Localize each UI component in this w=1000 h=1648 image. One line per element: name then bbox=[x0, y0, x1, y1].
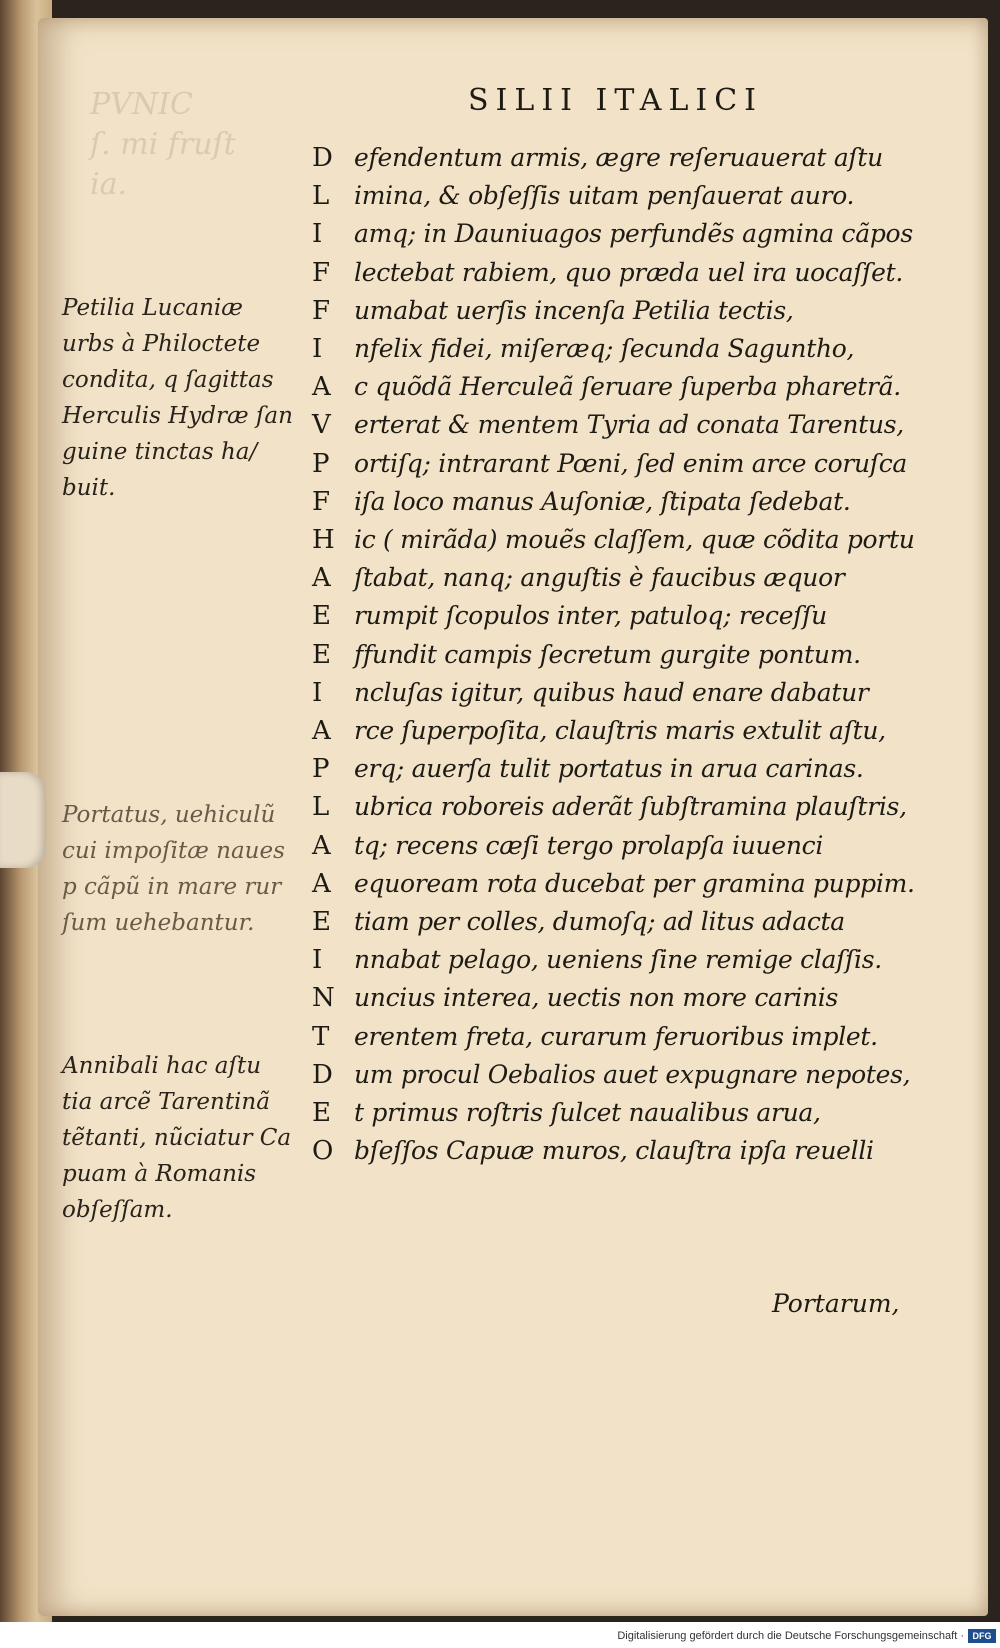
verse-initial: A bbox=[312, 372, 331, 403]
verse-text: erentem freta, curarum feruoribus implet. bbox=[354, 1021, 878, 1051]
verse-text: rumpit ſcopulos inter, patuloq; receſſu bbox=[354, 601, 827, 631]
verse-line bbox=[312, 487, 952, 525]
verse-text: nnabat pelago, ueniens ſine remige claſſis. bbox=[354, 945, 882, 975]
verse-initial: L bbox=[312, 181, 330, 212]
verse-line bbox=[312, 983, 952, 1021]
verse-initial: E bbox=[312, 907, 331, 937]
verse-initial: N bbox=[312, 983, 335, 1014]
verse-line bbox=[312, 601, 952, 639]
marginal-note-portatus: Portatus, uehiculũ cui impoſitæ naues p cãpũ in mare rur ſum uehebantur. bbox=[62, 802, 285, 936]
verse-line bbox=[312, 945, 952, 983]
verse-line bbox=[312, 1098, 952, 1136]
verse-initial: E bbox=[312, 1098, 331, 1128]
verse-line bbox=[312, 678, 952, 716]
verse-line bbox=[312, 449, 952, 487]
verse-line bbox=[312, 1060, 952, 1098]
verse-line bbox=[312, 410, 952, 448]
verse-text: t primus roſtris ſulcet naualibus arua, bbox=[354, 1098, 821, 1127]
verse-initial: H bbox=[312, 525, 335, 555]
verse-initial: A bbox=[312, 716, 331, 746]
verse-initial: F bbox=[312, 295, 331, 326]
verse-text: lectebat rabiem, quo præda uel ira uocaſſet. bbox=[354, 257, 903, 287]
page-tab bbox=[0, 772, 46, 868]
verse-line bbox=[312, 907, 952, 945]
verse-text: iſa loco manus Auſoniæ, ſtipata ſedebat. bbox=[354, 486, 851, 516]
verse-initial: F bbox=[312, 486, 331, 517]
verse-line bbox=[312, 869, 952, 907]
verse-line bbox=[312, 334, 952, 372]
verse-initial: T bbox=[312, 1021, 330, 1052]
verse-line bbox=[312, 525, 952, 563]
verse-text: tiam per colles, dumoſq; ad litus adacta bbox=[354, 907, 845, 936]
verse-text: ncluſas igitur, quibus haud enare dabatur bbox=[354, 677, 869, 707]
verse-initial: I bbox=[312, 677, 323, 708]
verse-line bbox=[312, 143, 952, 181]
verse-text: tq; recens cæſi tergo prolapſa iuuenci bbox=[354, 830, 824, 860]
verse-text: amq; in Dauniuagos perfundẽs agmina cãpos bbox=[354, 219, 913, 249]
verse-initial: V bbox=[312, 410, 331, 441]
verse-line bbox=[312, 219, 952, 257]
dfg-logo: DFG bbox=[968, 1629, 996, 1643]
verse-line bbox=[312, 1022, 952, 1060]
verse-initial: A bbox=[312, 830, 331, 861]
verse-text: efendentum armis, ægre reſeruauerat aſtu bbox=[354, 143, 883, 172]
verse-line bbox=[312, 640, 952, 678]
footer-credit: Digitalisierung gefördert durch die Deutsche Forschungsgemeinschaft · bbox=[617, 1630, 964, 1642]
verse-initial: E bbox=[312, 639, 331, 670]
verse-line bbox=[312, 372, 952, 410]
verse-line bbox=[312, 792, 952, 830]
marginal-note-annibal: Annibali hac aſtu tia arcẽ Tarentinã tẽtanti, nũciatur Ca puam à Romanis obſeſſam. bbox=[62, 1053, 292, 1223]
verse-text: rce ſuperpoſita, clauſtris maris extulit aſtu, bbox=[354, 716, 886, 745]
verse-initial: I bbox=[312, 219, 323, 250]
verse-initial: L bbox=[312, 792, 330, 823]
verse-text: erterat & mentem Tyria ad conata Tarentus, bbox=[354, 410, 904, 440]
verse-line bbox=[312, 716, 952, 754]
verse-initial: F bbox=[312, 257, 331, 288]
verse-text: ffundit campis ſecretum gurgite pontum. bbox=[354, 639, 861, 669]
verse-text: equoream rota ducebat per gramina puppim. bbox=[354, 868, 915, 898]
catchword: Portarum, bbox=[772, 1289, 900, 1318]
bleed-through-text: PVNIC ſ. mi fruſt ia. bbox=[90, 87, 236, 202]
running-title: SILII ITALICI bbox=[468, 83, 764, 118]
verse-text: um procul Oebalios auet expugnare nepotes, bbox=[354, 1059, 911, 1089]
verse-initial: D bbox=[312, 143, 333, 173]
verse-text: uncius interea, uectis non more carinis bbox=[354, 983, 839, 1013]
verse-text: ortiſq; intrarant Pœni, ſed enim arce coruſca bbox=[354, 448, 908, 478]
verse-text: erq; auerſa tulit portatus in arua carinas. bbox=[354, 754, 864, 784]
verse-initial: I bbox=[312, 945, 323, 976]
marginal-note-petilia: Petilia Lucaniæ urbs à Philoctete condita, q ſagittas Herculis Hydræ ſan guine tinctas ha/ buit. bbox=[62, 295, 293, 501]
verse-text: ſtabat, nanq; anguſtis è faucibus æquor bbox=[354, 563, 845, 593]
verse-initial: I bbox=[312, 334, 323, 364]
verse-line bbox=[312, 831, 952, 869]
verse-line bbox=[312, 296, 952, 334]
verse-text: imina, & obſeſſis uitam penſauerat auro. bbox=[354, 181, 855, 211]
verse-initial: E bbox=[312, 601, 331, 632]
verse-initial: O bbox=[312, 1136, 334, 1167]
verse-initial: A bbox=[312, 563, 331, 594]
verse-text: nfelix fidei, miſeræq; ſecunda Sagunthо, bbox=[354, 334, 855, 363]
verse-line bbox=[312, 181, 952, 219]
verse-text: bſeſſos Capuæ muros, clauſtra ipſa reuelli bbox=[354, 1136, 874, 1166]
verse-initial: P bbox=[312, 754, 330, 785]
verse-line bbox=[312, 1136, 952, 1174]
verse-line bbox=[312, 258, 952, 296]
verse-initial: A bbox=[312, 868, 331, 899]
verse-line bbox=[312, 754, 952, 792]
verse-text: umabat uerſis incenſa Petilia tectis, bbox=[354, 295, 794, 325]
verse-text: ic ( mirãda) mouẽs claſſem, quæ cõdita portu bbox=[354, 525, 915, 554]
verse-initial: D bbox=[312, 1059, 333, 1090]
verse-line bbox=[312, 563, 952, 601]
verse-initial: P bbox=[312, 448, 330, 479]
verse-text: c quõdã Herculeã ſeruare ſuperba pharetrã. bbox=[354, 372, 901, 402]
verse-text: ubrica roboreis aderãt ſubſtramina plauſtris, bbox=[354, 792, 907, 822]
